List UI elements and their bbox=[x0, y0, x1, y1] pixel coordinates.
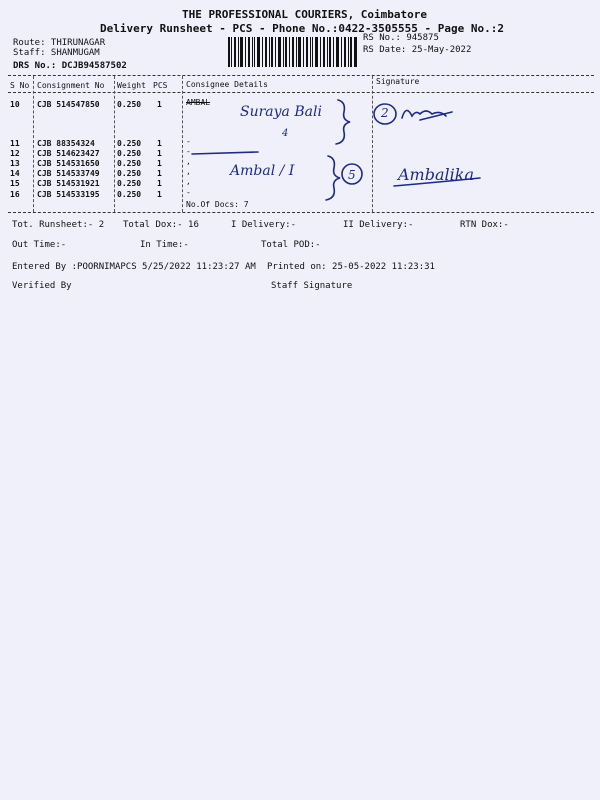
col-header-sno: S No bbox=[10, 81, 30, 90]
table-row-consignment: CJB 88354324 bbox=[37, 139, 95, 148]
verified-by: Verified By bbox=[12, 281, 72, 291]
route-label: Route: THIRUNAGAR bbox=[13, 38, 106, 48]
ii-delivery: II Delivery:- bbox=[343, 220, 414, 230]
table-row-consignment: CJB 514623427 bbox=[37, 149, 100, 158]
total-dox: Total Dox:- 16 bbox=[123, 220, 199, 230]
total-runsheet: Tot. Runsheet:- 2 bbox=[12, 220, 105, 230]
col-header-signature: Signature bbox=[376, 77, 420, 86]
table-row-consignment: CJB 514531921 bbox=[37, 179, 100, 188]
col-divider bbox=[33, 76, 34, 212]
table-row-pcs: 1 bbox=[157, 179, 162, 188]
table-row-sno: 15 bbox=[10, 179, 20, 188]
staff-label: Staff: SHANMUGAM bbox=[13, 48, 100, 58]
runsheet-title: Delivery Runsheet - PCS - Phone No.:0422-3505555 - Page No.:2 bbox=[100, 22, 504, 35]
table-row-pcs: 1 bbox=[157, 190, 162, 199]
table-row-weight: 0.250 bbox=[117, 179, 142, 188]
company-name: THE PROFESSIONAL COURIERS, Coimbatore bbox=[182, 8, 428, 21]
table-row-pcs: 1 bbox=[157, 149, 162, 158]
col-header-weight: Weight bbox=[117, 81, 146, 90]
handwritten-consignee-2: Ambal / I bbox=[230, 163, 295, 179]
entered-by: Entered By :POORNIMAPCS 5/25/2022 11:23:27 AM bbox=[12, 262, 256, 272]
table-row-sno: 14 bbox=[10, 169, 20, 178]
col-divider bbox=[114, 76, 115, 212]
drs-number: DRS No.: DCJB94587502 bbox=[13, 61, 127, 71]
table-row-consignee: - bbox=[186, 137, 191, 146]
table-row-weight: 0.250 bbox=[117, 169, 142, 178]
in-time: In Time:- bbox=[140, 240, 189, 250]
table-row-weight: 0.250 bbox=[117, 159, 142, 168]
table-row-pcs: 1 bbox=[157, 100, 162, 109]
handwritten-consignee-1: Suraya Bali bbox=[240, 104, 322, 120]
i-delivery: I Delivery:- bbox=[231, 220, 297, 230]
table-row-weight: 0.250 bbox=[117, 149, 142, 158]
col-header-consignee: Consignee Details bbox=[186, 80, 268, 89]
table-row-consignee: AMBAL bbox=[186, 98, 211, 107]
table-row-pcs: 1 bbox=[157, 139, 162, 148]
table-row-consignment: CJB 514533749 bbox=[37, 169, 100, 178]
table-row-consignment: CJB 514531650 bbox=[37, 159, 100, 168]
table-row-consignee: - bbox=[186, 188, 191, 197]
barcode bbox=[228, 37, 358, 67]
table-row-weight: 0.250 bbox=[117, 100, 142, 109]
handwritten-mark: 4 bbox=[282, 128, 289, 139]
rtn-dox: RTN Dox:- bbox=[460, 220, 509, 230]
table-row-pcs: 1 bbox=[157, 159, 162, 168]
table-top-rule bbox=[8, 75, 594, 76]
col-header-consignment: Consignment No bbox=[37, 81, 105, 90]
table-row-weight: 0.250 bbox=[117, 190, 142, 199]
table-row-sno: 11 bbox=[10, 139, 20, 148]
handwritten-count-2: 5 bbox=[348, 168, 356, 182]
handwriting-strokes bbox=[180, 90, 560, 215]
handwritten-signature-2: Ambalika bbox=[398, 165, 474, 184]
table-row-consignment: CJB 514547850 bbox=[37, 100, 100, 109]
no-of-docs: No.Of Docs: 7 bbox=[186, 200, 249, 209]
table-row-sno: 10 bbox=[10, 100, 20, 109]
table-row-sno: 12 bbox=[10, 149, 20, 158]
staff-signature: Staff Signature bbox=[271, 281, 353, 291]
col-header-pcs: PCS bbox=[153, 81, 168, 90]
table-row-sno: 13 bbox=[10, 159, 20, 168]
total-pod: Total POD:- bbox=[261, 240, 321, 250]
table-row-consignee: , bbox=[186, 177, 191, 186]
out-time: Out Time:- bbox=[12, 240, 67, 250]
table-row-consignment: CJB 514533195 bbox=[37, 190, 100, 199]
table-row-consignee: , bbox=[186, 157, 191, 166]
table-row-weight: 0.250 bbox=[117, 139, 142, 148]
table-row-consignee: , bbox=[186, 167, 191, 176]
rs-number: RS No.: 945875 bbox=[363, 33, 439, 43]
table-row-pcs: 1 bbox=[157, 169, 162, 178]
table-row-sno: 16 bbox=[10, 190, 20, 199]
handwritten-count-1: 2 bbox=[381, 106, 389, 120]
rs-date: RS Date: 25-May-2022 bbox=[363, 45, 472, 55]
printed-on: Printed on: 25-05-2022 11:23:31 bbox=[267, 262, 435, 272]
table-row-consignee: - bbox=[186, 147, 191, 156]
